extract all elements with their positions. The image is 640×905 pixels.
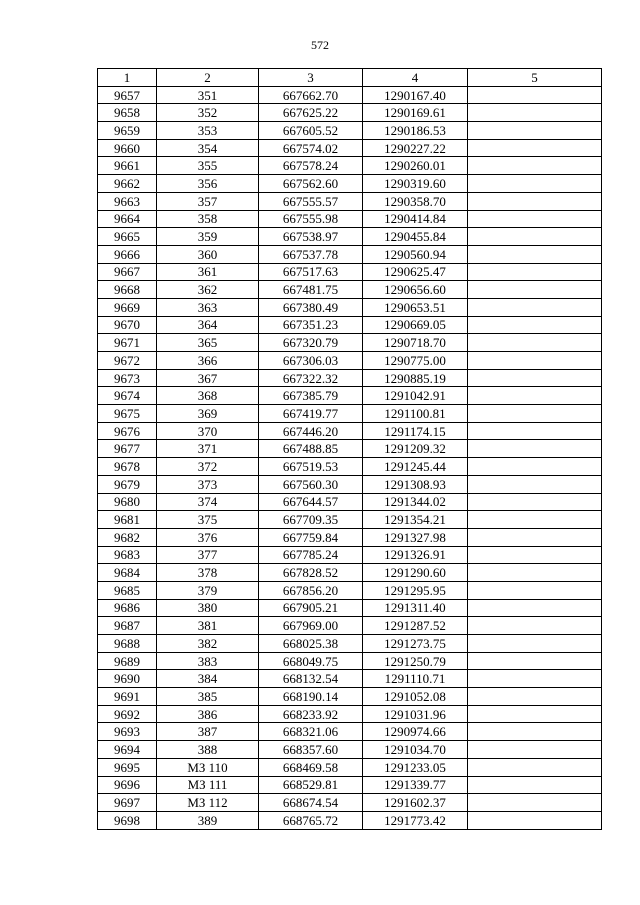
- table-row: [98, 705, 602, 723]
- point-id-cell: 362: [157, 281, 259, 299]
- y-coordinate-cell: 1291052.08: [363, 688, 468, 706]
- table-row: [98, 175, 602, 193]
- point-id-cell: 365: [157, 334, 259, 352]
- y-coordinate-cell: 1290358.70: [363, 192, 468, 210]
- y-coordinate-cell: 1291327.98: [363, 528, 468, 546]
- x-coordinate-cell: 667905.21: [259, 599, 363, 617]
- point-id-cell: 385: [157, 688, 259, 706]
- y-coordinate-cell: 1291311.40: [363, 599, 468, 617]
- x-coordinate-cell: 667419.77: [259, 405, 363, 423]
- table-row: [98, 564, 602, 582]
- note-cell: [468, 617, 602, 635]
- y-coordinate-cell: 1291287.52: [363, 617, 468, 635]
- x-coordinate-cell: 668190.14: [259, 688, 363, 706]
- row-number-cell: 9690: [98, 670, 157, 688]
- table-row: [98, 387, 602, 405]
- point-id-cell: 364: [157, 316, 259, 334]
- point-id-cell: МЗ 111: [157, 776, 259, 794]
- row-number-cell: 9696: [98, 776, 157, 794]
- row-number-cell: 9679: [98, 475, 157, 493]
- x-coordinate-cell: 667380.49: [259, 298, 363, 316]
- table-row: [98, 794, 602, 812]
- x-coordinate-cell: 667481.75: [259, 281, 363, 299]
- row-number-cell: 9678: [98, 458, 157, 476]
- y-coordinate-cell: 1290974.66: [363, 723, 468, 741]
- x-coordinate-cell: 668049.75: [259, 652, 363, 670]
- table-row: [98, 369, 602, 387]
- point-id-cell: 360: [157, 245, 259, 263]
- table-row: [98, 599, 602, 617]
- table-row: [98, 422, 602, 440]
- table-row: [98, 741, 602, 759]
- y-coordinate-cell: 1290455.84: [363, 228, 468, 246]
- row-number-cell: 9659: [98, 122, 157, 140]
- note-cell: [468, 316, 602, 334]
- row-number-cell: 9695: [98, 758, 157, 776]
- note-cell: [468, 192, 602, 210]
- y-coordinate-cell: 1291273.75: [363, 635, 468, 653]
- table-row: [98, 758, 602, 776]
- row-number-cell: 9693: [98, 723, 157, 741]
- y-coordinate-cell: 1290186.53: [363, 122, 468, 140]
- x-coordinate-cell: 668025.38: [259, 635, 363, 653]
- row-number-cell: 9675: [98, 405, 157, 423]
- point-id-cell: 355: [157, 157, 259, 175]
- row-number-cell: 9687: [98, 617, 157, 635]
- row-number-cell: 9664: [98, 210, 157, 228]
- x-coordinate-cell: 667574.02: [259, 139, 363, 157]
- x-coordinate-cell: 667644.57: [259, 493, 363, 511]
- point-id-cell: 389: [157, 811, 259, 829]
- x-coordinate-cell: 667709.35: [259, 511, 363, 529]
- x-coordinate-cell: 667351.23: [259, 316, 363, 334]
- y-coordinate-cell: 1291034.70: [363, 741, 468, 759]
- point-id-cell: 357: [157, 192, 259, 210]
- note-cell: [468, 458, 602, 476]
- x-coordinate-cell: 667385.79: [259, 387, 363, 405]
- note-cell: [468, 245, 602, 263]
- x-coordinate-cell: 667578.24: [259, 157, 363, 175]
- table-row: [98, 122, 602, 140]
- x-coordinate-cell: 667560.30: [259, 475, 363, 493]
- point-id-cell: 363: [157, 298, 259, 316]
- y-coordinate-cell: 1291339.77: [363, 776, 468, 794]
- row-number-cell: 9661: [98, 157, 157, 175]
- row-number-cell: 9684: [98, 564, 157, 582]
- note-cell: [468, 369, 602, 387]
- table-row: [98, 86, 602, 104]
- table-row: [98, 581, 602, 599]
- point-id-cell: 371: [157, 440, 259, 458]
- row-number-cell: 9670: [98, 316, 157, 334]
- point-id-cell: 375: [157, 511, 259, 529]
- row-number-cell: 9694: [98, 741, 157, 759]
- row-number-cell: 9668: [98, 281, 157, 299]
- y-coordinate-cell: 1290718.70: [363, 334, 468, 352]
- point-id-cell: 366: [157, 352, 259, 370]
- point-id-cell: 376: [157, 528, 259, 546]
- row-number-cell: 9666: [98, 245, 157, 263]
- point-id-cell: 374: [157, 493, 259, 511]
- note-cell: [468, 86, 602, 104]
- table-row: [98, 458, 602, 476]
- x-coordinate-cell: 667605.52: [259, 122, 363, 140]
- row-number-cell: 9688: [98, 635, 157, 653]
- y-coordinate-cell: 1291233.05: [363, 758, 468, 776]
- column-header-4: 4: [363, 69, 468, 87]
- point-id-cell: 367: [157, 369, 259, 387]
- note-cell: [468, 122, 602, 140]
- y-coordinate-cell: 1291290.60: [363, 564, 468, 582]
- y-coordinate-cell: 1290167.40: [363, 86, 468, 104]
- note-cell: [468, 405, 602, 423]
- row-number-cell: 9669: [98, 298, 157, 316]
- y-coordinate-cell: 1290169.61: [363, 104, 468, 122]
- y-coordinate-cell: 1291209.32: [363, 440, 468, 458]
- table-row: [98, 723, 602, 741]
- y-coordinate-cell: 1291295.95: [363, 581, 468, 599]
- point-id-cell: МЗ 110: [157, 758, 259, 776]
- note-cell: [468, 157, 602, 175]
- x-coordinate-cell: 668321.06: [259, 723, 363, 741]
- y-coordinate-cell: 1291326.91: [363, 546, 468, 564]
- x-coordinate-cell: 667785.24: [259, 546, 363, 564]
- point-id-cell: 384: [157, 670, 259, 688]
- column-header-3: 3: [259, 69, 363, 87]
- x-coordinate-cell: 667662.70: [259, 86, 363, 104]
- x-coordinate-cell: 667488.85: [259, 440, 363, 458]
- x-coordinate-cell: 667306.03: [259, 352, 363, 370]
- row-number-cell: 9663: [98, 192, 157, 210]
- y-coordinate-cell: 1291042.91: [363, 387, 468, 405]
- y-coordinate-cell: 1291308.93: [363, 475, 468, 493]
- x-coordinate-cell: 667538.97: [259, 228, 363, 246]
- y-coordinate-cell: 1290625.47: [363, 263, 468, 281]
- y-coordinate-cell: 1291344.02: [363, 493, 468, 511]
- y-coordinate-cell: 1290885.19: [363, 369, 468, 387]
- table-row: [98, 440, 602, 458]
- point-id-cell: 351: [157, 86, 259, 104]
- x-coordinate-cell: 667856.20: [259, 581, 363, 599]
- coordinates-table: [97, 68, 602, 830]
- point-id-cell: 359: [157, 228, 259, 246]
- note-cell: [468, 298, 602, 316]
- table-row: [98, 139, 602, 157]
- point-id-cell: 377: [157, 546, 259, 564]
- note-cell: [468, 263, 602, 281]
- x-coordinate-cell: 668469.58: [259, 758, 363, 776]
- x-coordinate-cell: 667517.63: [259, 263, 363, 281]
- point-id-cell: 373: [157, 475, 259, 493]
- row-number-cell: 9683: [98, 546, 157, 564]
- y-coordinate-cell: 1290656.60: [363, 281, 468, 299]
- table-row: [98, 546, 602, 564]
- column-header-1: 1: [98, 69, 157, 87]
- note-cell: [468, 811, 602, 829]
- note-cell: [468, 564, 602, 582]
- point-id-cell: МЗ 112: [157, 794, 259, 812]
- note-cell: [468, 175, 602, 193]
- table-row: [98, 298, 602, 316]
- note-cell: [468, 352, 602, 370]
- row-number-cell: 9658: [98, 104, 157, 122]
- row-number-cell: 9671: [98, 334, 157, 352]
- row-number-cell: 9681: [98, 511, 157, 529]
- row-number-cell: 9657: [98, 86, 157, 104]
- note-cell: [468, 652, 602, 670]
- table-row: [98, 475, 602, 493]
- row-number-cell: 9673: [98, 369, 157, 387]
- page-number: 572: [311, 38, 329, 52]
- x-coordinate-cell: 667322.32: [259, 369, 363, 387]
- y-coordinate-cell: 1290775.00: [363, 352, 468, 370]
- table-row: [98, 192, 602, 210]
- note-cell: [468, 581, 602, 599]
- x-coordinate-cell: 667562.60: [259, 175, 363, 193]
- table-row: [98, 511, 602, 529]
- row-number-cell: 9685: [98, 581, 157, 599]
- note-cell: [468, 281, 602, 299]
- table-row: [98, 104, 602, 122]
- y-coordinate-cell: 1290227.22: [363, 139, 468, 157]
- point-id-cell: 358: [157, 210, 259, 228]
- row-number-cell: 9660: [98, 139, 157, 157]
- y-coordinate-cell: 1290319.60: [363, 175, 468, 193]
- x-coordinate-cell: 667625.22: [259, 104, 363, 122]
- y-coordinate-cell: 1291354.21: [363, 511, 468, 529]
- note-cell: [468, 758, 602, 776]
- y-coordinate-cell: 1290560.94: [363, 245, 468, 263]
- point-id-cell: 386: [157, 705, 259, 723]
- note-cell: [468, 228, 602, 246]
- point-id-cell: 369: [157, 405, 259, 423]
- y-coordinate-cell: 1291250.79: [363, 652, 468, 670]
- point-id-cell: 356: [157, 175, 259, 193]
- y-coordinate-cell: 1291602.37: [363, 794, 468, 812]
- note-cell: [468, 139, 602, 157]
- table-row: [98, 157, 602, 175]
- table-row: [98, 334, 602, 352]
- note-cell: [468, 599, 602, 617]
- point-id-cell: 381: [157, 617, 259, 635]
- x-coordinate-cell: 667537.78: [259, 245, 363, 263]
- x-coordinate-cell: 667969.00: [259, 617, 363, 635]
- x-coordinate-cell: 668233.92: [259, 705, 363, 723]
- point-id-cell: 378: [157, 564, 259, 582]
- note-cell: [468, 511, 602, 529]
- point-id-cell: 353: [157, 122, 259, 140]
- column-header-2: 2: [157, 69, 259, 87]
- note-cell: [468, 723, 602, 741]
- point-id-cell: 368: [157, 387, 259, 405]
- note-cell: [468, 546, 602, 564]
- row-number-cell: 9676: [98, 422, 157, 440]
- note-cell: [468, 440, 602, 458]
- row-number-cell: 9680: [98, 493, 157, 511]
- table-row: [98, 405, 602, 423]
- note-cell: [468, 688, 602, 706]
- x-coordinate-cell: 668132.54: [259, 670, 363, 688]
- table-row: [98, 316, 602, 334]
- point-id-cell: 387: [157, 723, 259, 741]
- row-number-cell: 9698: [98, 811, 157, 829]
- table-row: [98, 352, 602, 370]
- table-row: [98, 670, 602, 688]
- point-id-cell: 383: [157, 652, 259, 670]
- note-cell: [468, 475, 602, 493]
- point-id-cell: 361: [157, 263, 259, 281]
- table-header-row: [98, 69, 602, 87]
- note-cell: [468, 104, 602, 122]
- table-row: [98, 688, 602, 706]
- row-number-cell: 9665: [98, 228, 157, 246]
- row-number-cell: 9672: [98, 352, 157, 370]
- table-row: [98, 635, 602, 653]
- table-row: [98, 281, 602, 299]
- table-row: [98, 245, 602, 263]
- row-number-cell: 9689: [98, 652, 157, 670]
- x-coordinate-cell: 668765.72: [259, 811, 363, 829]
- row-number-cell: 9677: [98, 440, 157, 458]
- x-coordinate-cell: 668674.54: [259, 794, 363, 812]
- point-id-cell: 380: [157, 599, 259, 617]
- note-cell: [468, 705, 602, 723]
- note-cell: [468, 741, 602, 759]
- point-id-cell: 354: [157, 139, 259, 157]
- note-cell: [468, 635, 602, 653]
- row-number-cell: 9692: [98, 705, 157, 723]
- table-row: [98, 617, 602, 635]
- column-header-5: 5: [468, 69, 602, 87]
- y-coordinate-cell: 1291245.44: [363, 458, 468, 476]
- x-coordinate-cell: 667828.52: [259, 564, 363, 582]
- y-coordinate-cell: 1291773.42: [363, 811, 468, 829]
- y-coordinate-cell: 1290669.05: [363, 316, 468, 334]
- x-coordinate-cell: 667555.57: [259, 192, 363, 210]
- x-coordinate-cell: 667555.98: [259, 210, 363, 228]
- row-number-cell: 9667: [98, 263, 157, 281]
- row-number-cell: 9686: [98, 599, 157, 617]
- table-row: [98, 528, 602, 546]
- note-cell: [468, 776, 602, 794]
- table-row: [98, 811, 602, 829]
- table-row: [98, 652, 602, 670]
- row-number-cell: 9662: [98, 175, 157, 193]
- note-cell: [468, 210, 602, 228]
- table-body: [98, 86, 602, 829]
- y-coordinate-cell: 1290414.84: [363, 210, 468, 228]
- y-coordinate-cell: 1291100.81: [363, 405, 468, 423]
- x-coordinate-cell: 667320.79: [259, 334, 363, 352]
- note-cell: [468, 422, 602, 440]
- table-row: [98, 493, 602, 511]
- point-id-cell: 352: [157, 104, 259, 122]
- y-coordinate-cell: 1290653.51: [363, 298, 468, 316]
- y-coordinate-cell: 1290260.01: [363, 157, 468, 175]
- note-cell: [468, 493, 602, 511]
- note-cell: [468, 387, 602, 405]
- x-coordinate-cell: 667759.84: [259, 528, 363, 546]
- x-coordinate-cell: 668357.60: [259, 741, 363, 759]
- table-row: [98, 263, 602, 281]
- table-row: [98, 210, 602, 228]
- point-id-cell: 372: [157, 458, 259, 476]
- note-cell: [468, 334, 602, 352]
- x-coordinate-cell: 668529.81: [259, 776, 363, 794]
- note-cell: [468, 528, 602, 546]
- point-id-cell: 388: [157, 741, 259, 759]
- row-number-cell: 9674: [98, 387, 157, 405]
- x-coordinate-cell: 667519.53: [259, 458, 363, 476]
- point-id-cell: 370: [157, 422, 259, 440]
- table-row: [98, 228, 602, 246]
- note-cell: [468, 794, 602, 812]
- point-id-cell: 379: [157, 581, 259, 599]
- y-coordinate-cell: 1291174.15: [363, 422, 468, 440]
- point-id-cell: 382: [157, 635, 259, 653]
- row-number-cell: 9682: [98, 528, 157, 546]
- table-row: [98, 776, 602, 794]
- x-coordinate-cell: 667446.20: [259, 422, 363, 440]
- note-cell: [468, 670, 602, 688]
- row-number-cell: 9691: [98, 688, 157, 706]
- y-coordinate-cell: 1291110.71: [363, 670, 468, 688]
- y-coordinate-cell: 1291031.96: [363, 705, 468, 723]
- row-number-cell: 9697: [98, 794, 157, 812]
